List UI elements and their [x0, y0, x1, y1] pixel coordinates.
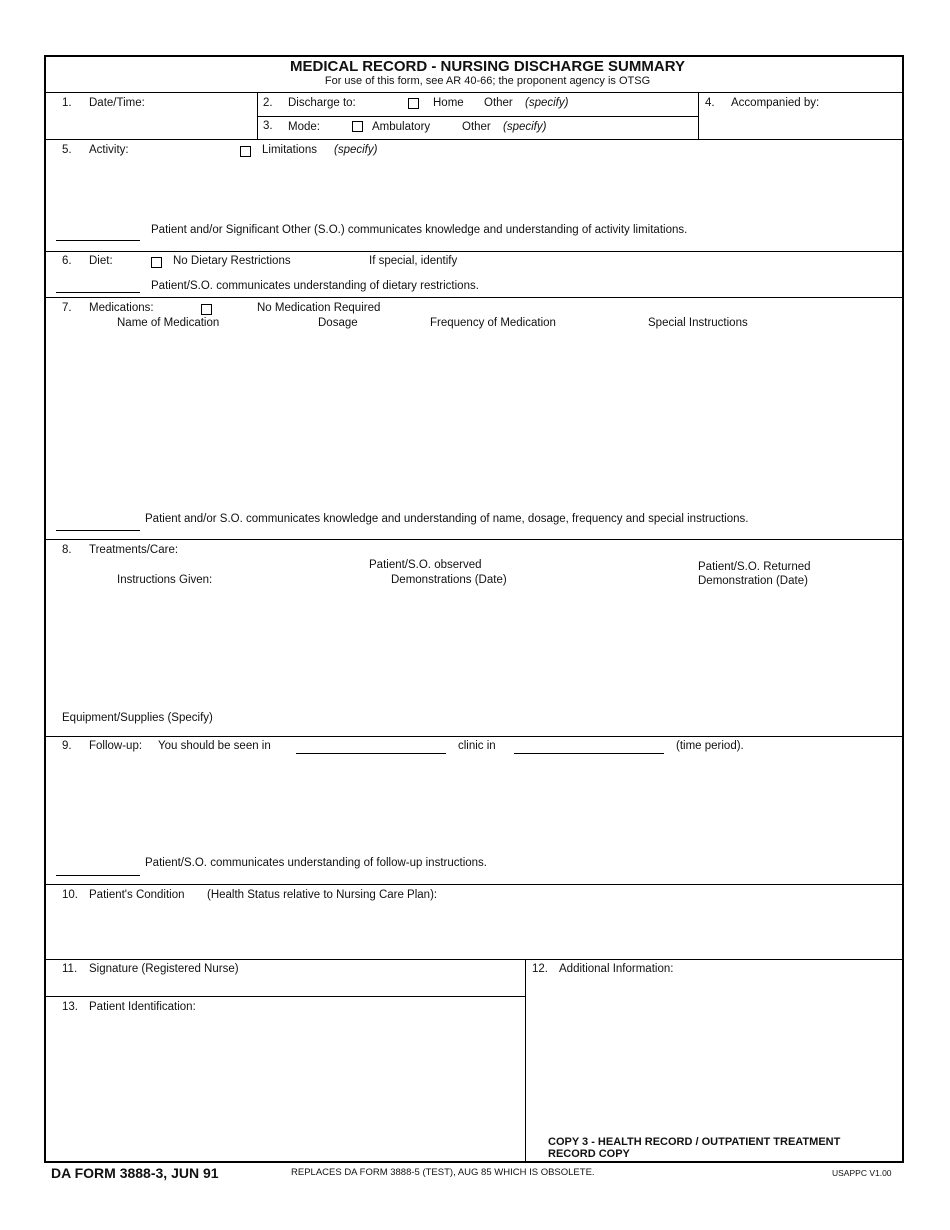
diet-no-restrictions-label: No Dietary Restrictions — [173, 255, 291, 267]
field-7-number: 7. — [62, 302, 72, 314]
instructions-given-label: Instructions Given: — [117, 574, 213, 586]
field-9-number: 9. — [62, 740, 72, 752]
divider-col-3-4 — [698, 93, 699, 139]
field-3-label: Mode: — [288, 121, 320, 133]
followup-clinic-in-label: clinic in — [458, 740, 496, 752]
diet-no-restrictions-checkbox[interactable] — [151, 257, 162, 268]
field-1-label: Date/Time: — [89, 97, 145, 109]
field-5-label: Activity: — [89, 144, 129, 156]
activity-ack-text: Patient and/or Significant Other (S.O.) communicates knowledge and understanding of activity limitations. — [151, 224, 688, 236]
mode-other-label: Other — [462, 121, 491, 133]
medication-ack-text: Patient and/or S.O. communicates knowledge and understanding of name, dosage, frequency and special instructions. — [145, 513, 749, 525]
no-medication-checkbox[interactable] — [201, 304, 212, 315]
divider-section-11 — [45, 959, 904, 960]
form-subtitle: For use of this form, see AR 40-66; the proponent agency is OTSG — [324, 75, 651, 87]
followup-time-line[interactable] — [514, 753, 664, 754]
activity-limitations-checkbox[interactable] — [240, 146, 251, 157]
field-12-label: Additional Information: — [559, 963, 674, 975]
divider-section-9 — [45, 736, 904, 737]
col-special-instructions: Special Instructions — [648, 317, 748, 329]
diet-ack-initials-line[interactable] — [56, 292, 140, 293]
field-3-number: 3. — [263, 120, 273, 132]
field-6-number: 6. — [62, 255, 72, 267]
followup-ack-text: Patient/S.O. communicates understanding of follow-up instructions. — [145, 857, 487, 869]
returned-label-2: Demonstration (Date) — [698, 575, 808, 587]
field-2-number: 2. — [263, 97, 273, 109]
activity-limitations-label: Limitations — [262, 144, 317, 156]
discharge-other-label: Other — [484, 97, 513, 109]
field-9-label: Follow-up: — [89, 740, 143, 752]
col-medication-name: Name of Medication — [117, 317, 220, 329]
field-4-label: Accompanied by: — [731, 97, 820, 109]
field-4-number: 4. — [705, 97, 715, 109]
observed-label-1: Patient/S.O. observed — [369, 559, 482, 571]
divider-col-11-12 — [525, 960, 526, 1163]
version-label: USAPPC V1.00 — [832, 1168, 892, 1178]
divider-header — [45, 92, 904, 93]
field-11-label: Signature (Registered Nurse) — [89, 963, 239, 975]
field-8-label: Treatments/Care: — [89, 544, 179, 556]
mode-ambulatory-checkbox[interactable] — [352, 121, 363, 132]
field-7-label: Medications: — [89, 302, 154, 314]
copy-note-line-2: RECORD COPY — [548, 1148, 630, 1160]
col-dosage: Dosage — [318, 317, 358, 329]
divider-section-13 — [45, 996, 526, 997]
field-8-number: 8. — [62, 544, 72, 556]
discharge-home-label: Home — [433, 97, 464, 109]
field-1-number: 1. — [62, 97, 72, 109]
mode-other-specify: (specify) — [503, 121, 547, 133]
returned-label-1: Patient/S.O. Returned — [698, 561, 811, 573]
field-10-detail: (Health Status relative to Nursing Care Plan): — [207, 889, 438, 901]
field-10-number: 10. — [62, 889, 78, 901]
followup-ack-initials-line[interactable] — [56, 875, 140, 876]
field-5-number: 5. — [62, 144, 72, 156]
col-frequency: Frequency of Medication — [430, 317, 556, 329]
field-13-number: 13. — [62, 1001, 78, 1013]
mode-ambulatory-label: Ambulatory — [372, 121, 431, 133]
field-6-label: Diet: — [89, 255, 113, 267]
divider-section-10 — [45, 884, 904, 885]
discharge-home-checkbox[interactable] — [408, 98, 419, 109]
field-13-label: Patient Identification: — [89, 1001, 196, 1013]
divider-section-6 — [45, 251, 904, 252]
divider-row-2-3 — [257, 116, 699, 117]
field-11-number: 11. — [62, 963, 78, 975]
field-10-label: Patient's Condition — [89, 889, 185, 901]
field-12-number: 12. — [532, 963, 548, 975]
form-title: MEDICAL RECORD - NURSING DISCHARGE SUMMARY — [289, 58, 685, 75]
activity-ack-initials-line[interactable] — [56, 240, 140, 241]
replaces-note: REPLACES DA FORM 3888-5 (TEST), AUG 85 WHICH IS OBSOLETE. — [291, 1167, 595, 1178]
equipment-supplies-label: Equipment/Supplies (Specify) — [62, 712, 213, 724]
divider-col-1-2 — [257, 93, 258, 139]
diet-ack-text: Patient/S.O. communicates understanding of dietary restrictions. — [151, 280, 479, 292]
copy-note-line-1: COPY 3 - HEALTH RECORD / OUTPATIENT TREATMENT — [548, 1136, 841, 1148]
discharge-other-specify: (specify) — [525, 97, 569, 109]
divider-section-7 — [45, 297, 904, 298]
activity-limitations-specify: (specify) — [334, 144, 378, 156]
followup-seen-in-label: You should be seen in — [158, 740, 271, 752]
divider-section-5 — [45, 139, 904, 140]
diet-if-special-label: If special, identify — [369, 255, 458, 267]
field-2-label: Discharge to: — [288, 97, 356, 109]
observed-label-2: Demonstrations (Date) — [391, 574, 507, 586]
followup-time-period-label: (time period). — [676, 740, 744, 752]
divider-section-8 — [45, 539, 904, 540]
medication-ack-initials-line[interactable] — [56, 530, 140, 531]
no-medication-label: No Medication Required — [257, 302, 381, 314]
followup-clinic-line[interactable] — [296, 753, 446, 754]
form-id: DA FORM 3888-3, JUN 91 — [51, 1165, 219, 1181]
